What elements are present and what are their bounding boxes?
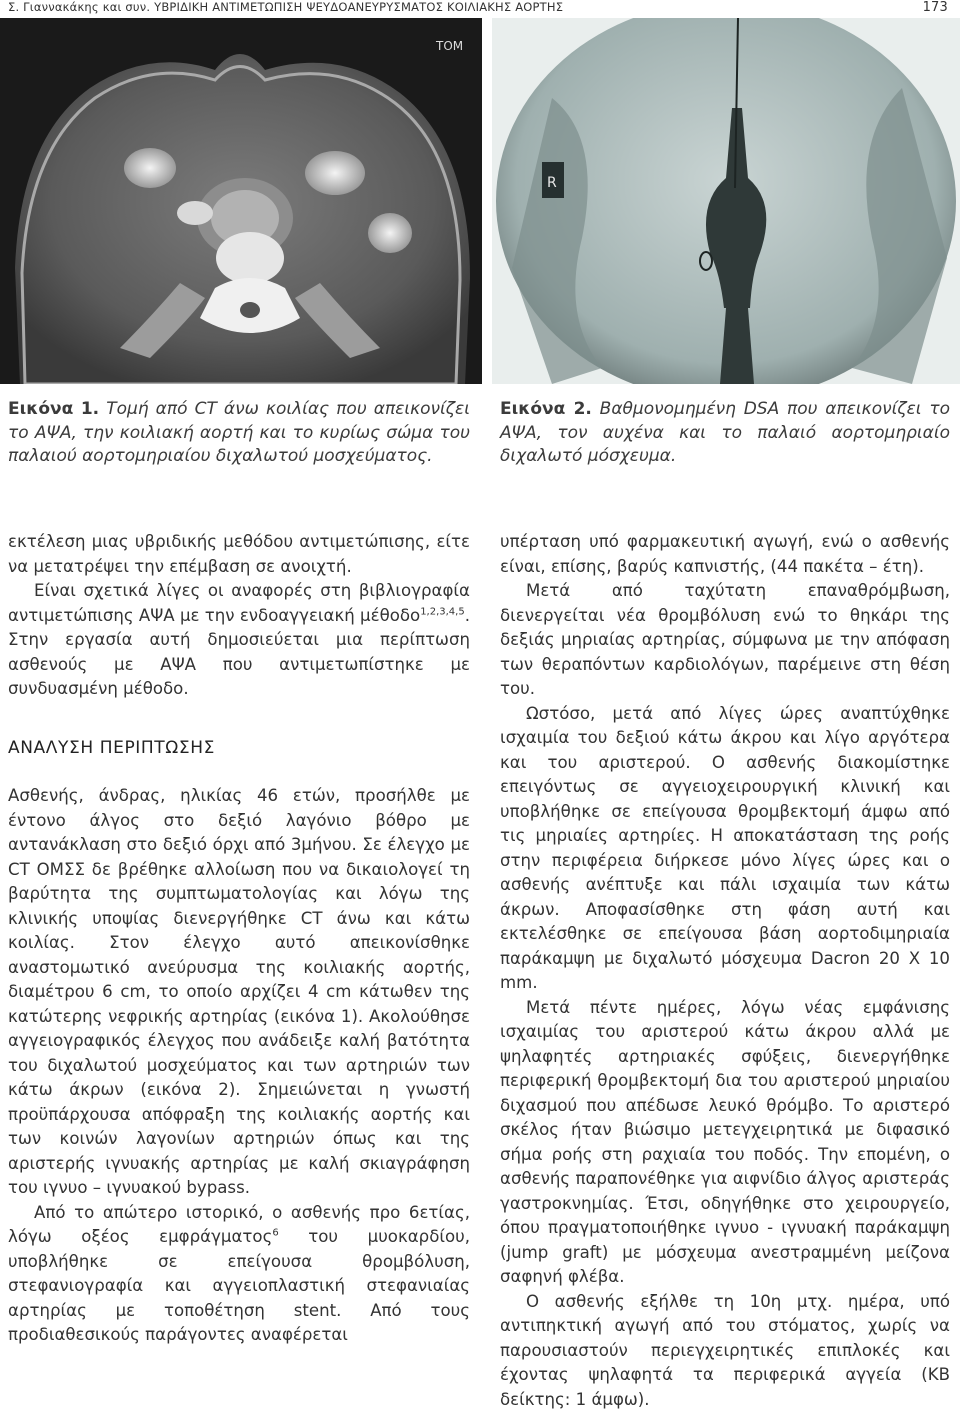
running-header — [8, 0, 948, 18]
paragraph-text: . Στην εργασία αυτή δημοσιεύεται μια περίπτωση ασθενούς με ΑΨΑ που αντιμετωπίστηκε με συνδυασμένη μέθοδο. — [8, 606, 470, 699]
paragraph: Μετά πέντε ημέρες, λόγω νέας εμφάνισης ισχαιμίας του αριστερού κάτω άκρου αλλά με ψηλαφητές αρτηριακές σφύξεις, διενεργήθηκε περιφερική θρομβεκτομή δια του αριστερού μηριαίου διχασμού που απέδωσε λευκό θρόμβο. Το αριστερό σκέλος ήταν βιώσιμο μετεγχειρητικά με διφασικό σήμα ροής στη ραχιαία του ποδός. Την επομένη, ο ασθενής παραπονέθηκε για αιφνίδιο άλγος αριστεράς γαστροκνημίας. Έτσι, οδηγήθηκε στο χειρουργείο, όπου πραγματοποιήθηκε ιγνυο - ιγνυακή παράκαμψη (jump graft) με μόσχευμα ανεστραμμένη μείζονα σαφηνή φλέβα. — [500, 996, 950, 1290]
citation-superscript: 6 — [272, 1227, 278, 1238]
paragraph: Μετά από ταχύτατη επαναθρόμβωση, διενεργείται νέα θρομβόλυση ενώ το θηκάρι της δεξιάς μηριαίας αρτηρίας, σύμφωνα με την απόφαση των θεραπόντων καρδιολόγων, παρέμεινε στη θέση του. — [500, 579, 950, 702]
figure-2-label: Εικόνα 2. — [500, 399, 592, 419]
citation-superscript: 1,2,3,4,5 — [420, 606, 465, 617]
left-column — [8, 530, 470, 1348]
section-heading: ΑΝΑΛΥΣΗ ΠΕΡΙΠΤΩΣΗΣ — [8, 736, 470, 761]
paragraph-text: του μυοκαρδίου, υποβλήθηκε σε επείγουσα θρομβόλυση, στεφανιογραφία και αγγειοπλαστική στεφανιαίας αρτηρίας με τοποθέτηση stent. Από τους προδιαθεσικούς παράγοντες αναφέρεται — [8, 1227, 470, 1344]
figure-2-caption-text: Βαθμονομημένη DSA που απεικονίζει το ΑΨΑ, τον αυχένα και το παλαιό αορτομηριαίο διχαλωτό μόσχευμα. — [500, 399, 950, 466]
paragraph: Ο ασθενής εξήλθε τη 10η μτχ. ημέρα, υπό αντιπηκτική αγωγή από του στόματος, χωρίς να παρουσιαστούν περιεγχειρητικές επιπλοκές και έχοντας ψηλαφητά τα περιφερικά αγγεία (ΚΒ δείκτης: 1 άμφω). — [500, 1290, 950, 1412]
ct-overlay-label: TOM — [435, 39, 463, 53]
dsa-angiogram-graphic — [492, 18, 960, 384]
figure-2-dsa-image — [492, 18, 960, 384]
right-column — [500, 530, 950, 1412]
figure-2-caption — [500, 398, 950, 469]
figure-1-caption — [8, 398, 470, 469]
dsa-orientation-marker: R — [547, 175, 557, 191]
ct-scan-graphic — [0, 18, 482, 384]
paragraph-text: Από το απώτερο ιστορικό, ο ασθενής προ 6ετίας, λόγω οξέος εμφράγματος — [8, 1203, 470, 1247]
paragraph: Ασθενής, άνδρας, ηλικίας 46 ετών, προσήλθε με έντονο άλγος στο δεξιό λαγόνιο βόθρο με αντανάκλαση στο δεξιό όρχι από 3μήνου. Σε έλεγχο με CT ΟΜΣΣ δε βρέθηκε αλλοίωση που να δικαιολογεί τη βαρύτητα της συμπτωματολογίας και λόγω της κλινικής υποψίας διενεργήθηκε CT άνω και κάτω κοιλίας. Στον έλεγχο αυτό απεικονίσθηκε αναστομωτικό ανεύρυσμα της κοιλιακής αορτής, διαμέτρου 6 cm, το οποίο αρχίζει 4 cm κάτωθεν της κατώτερης νεφρικής αρτηρίας (εικόνα 1). Ακολούθησε αγγειογραφικός έλεγχος που ανάδειξε καλή βατότητα του διχαλωτού μοσχεύματος και των αρτηριών των κάτω άκρων (εικόνα 2). Σημειώνεται η γνωστή προϋπάρχουσα απόφραξη της κοιλιακής αορτής και των κοινών λαγονίων αρτηριών όπως και της αριστερής ιγνυακής αρτηρίας με καλή σκιαγράφηση του ιγνυο – ιγνυακού bypass. — [8, 784, 470, 1201]
paragraph: εκτέλεση μιας υβριδικής μεθόδου αντιμετώπισης, είτε να μετατρέψει την επέμβαση σε ανοιχτή. — [8, 530, 470, 579]
figure-1-ct-image — [0, 18, 482, 384]
running-title: Σ. Γιαννακάκης και συν. ΥΒΡΙΔΙΚΗ ΑΝΤΙΜΕΤΩΠΙΣΗ ΨΕΥΔΟΑΝΕΥΡΥΣΜΑΤΟΣ ΚΟΙΛΙΑΚΗΣ ΑΟΡΤΗΣ — [8, 0, 563, 14]
figure-1-caption-text: Τομή από CT άνω κοιλίας που απεικονίζει το ΑΨΑ, την κοιλιακή αορτή και το κυρίως σώμα του παλαιού αορτομηριαίου διχαλωτού μοσχεύματος. — [8, 399, 470, 466]
paragraph — [8, 1201, 470, 1348]
figure-1-label: Εικόνα 1. — [8, 399, 99, 419]
paragraph — [8, 579, 470, 702]
paragraph: υπέρταση υπό φαρμακευτική αγωγή, ενώ ο ασθενής είναι, επίσης, βαρύς καπνιστής, (44 πακέτα – έτη). — [500, 530, 950, 579]
paragraph: Ωστόσο, μετά από λίγες ώρες αναπτύχθηκε ισχαιμία του δεξιού κάτω άκρου και λίγο αργότερα και του αριστερού. Ο ασθενής διακομίστηκε επειγόντως σε αγγειοχειρουργική κλινική και υποβλήθηκε σε επείγουσα θρομβεκτομή άμφω από τις μηριαίες αρτηρίες. Η αποκατάσταση της ροής στην περιφέρεια διήρκεσε μόνο λίγες ώρες και ο ασθενής ανέπτυξε και πάλι ισχαιμία των κάτω άκρων. Αποφασίσθηκε στη φάση αυτή και εκτελέσθηκε σε επείγουσα βάση αορτοδιμηριαία παράκαμψη με διχαλωτό μόσχευμα Dacron 20 X 10 mm. — [500, 702, 950, 996]
paragraph-text: Είναι σχετικά λίγες οι αναφορές στη βιβλιογραφία αντιμετώπισης ΑΨΑ με την ενδοαγγειακή μέθοδο — [8, 581, 470, 625]
page-number: 173 — [923, 0, 948, 15]
